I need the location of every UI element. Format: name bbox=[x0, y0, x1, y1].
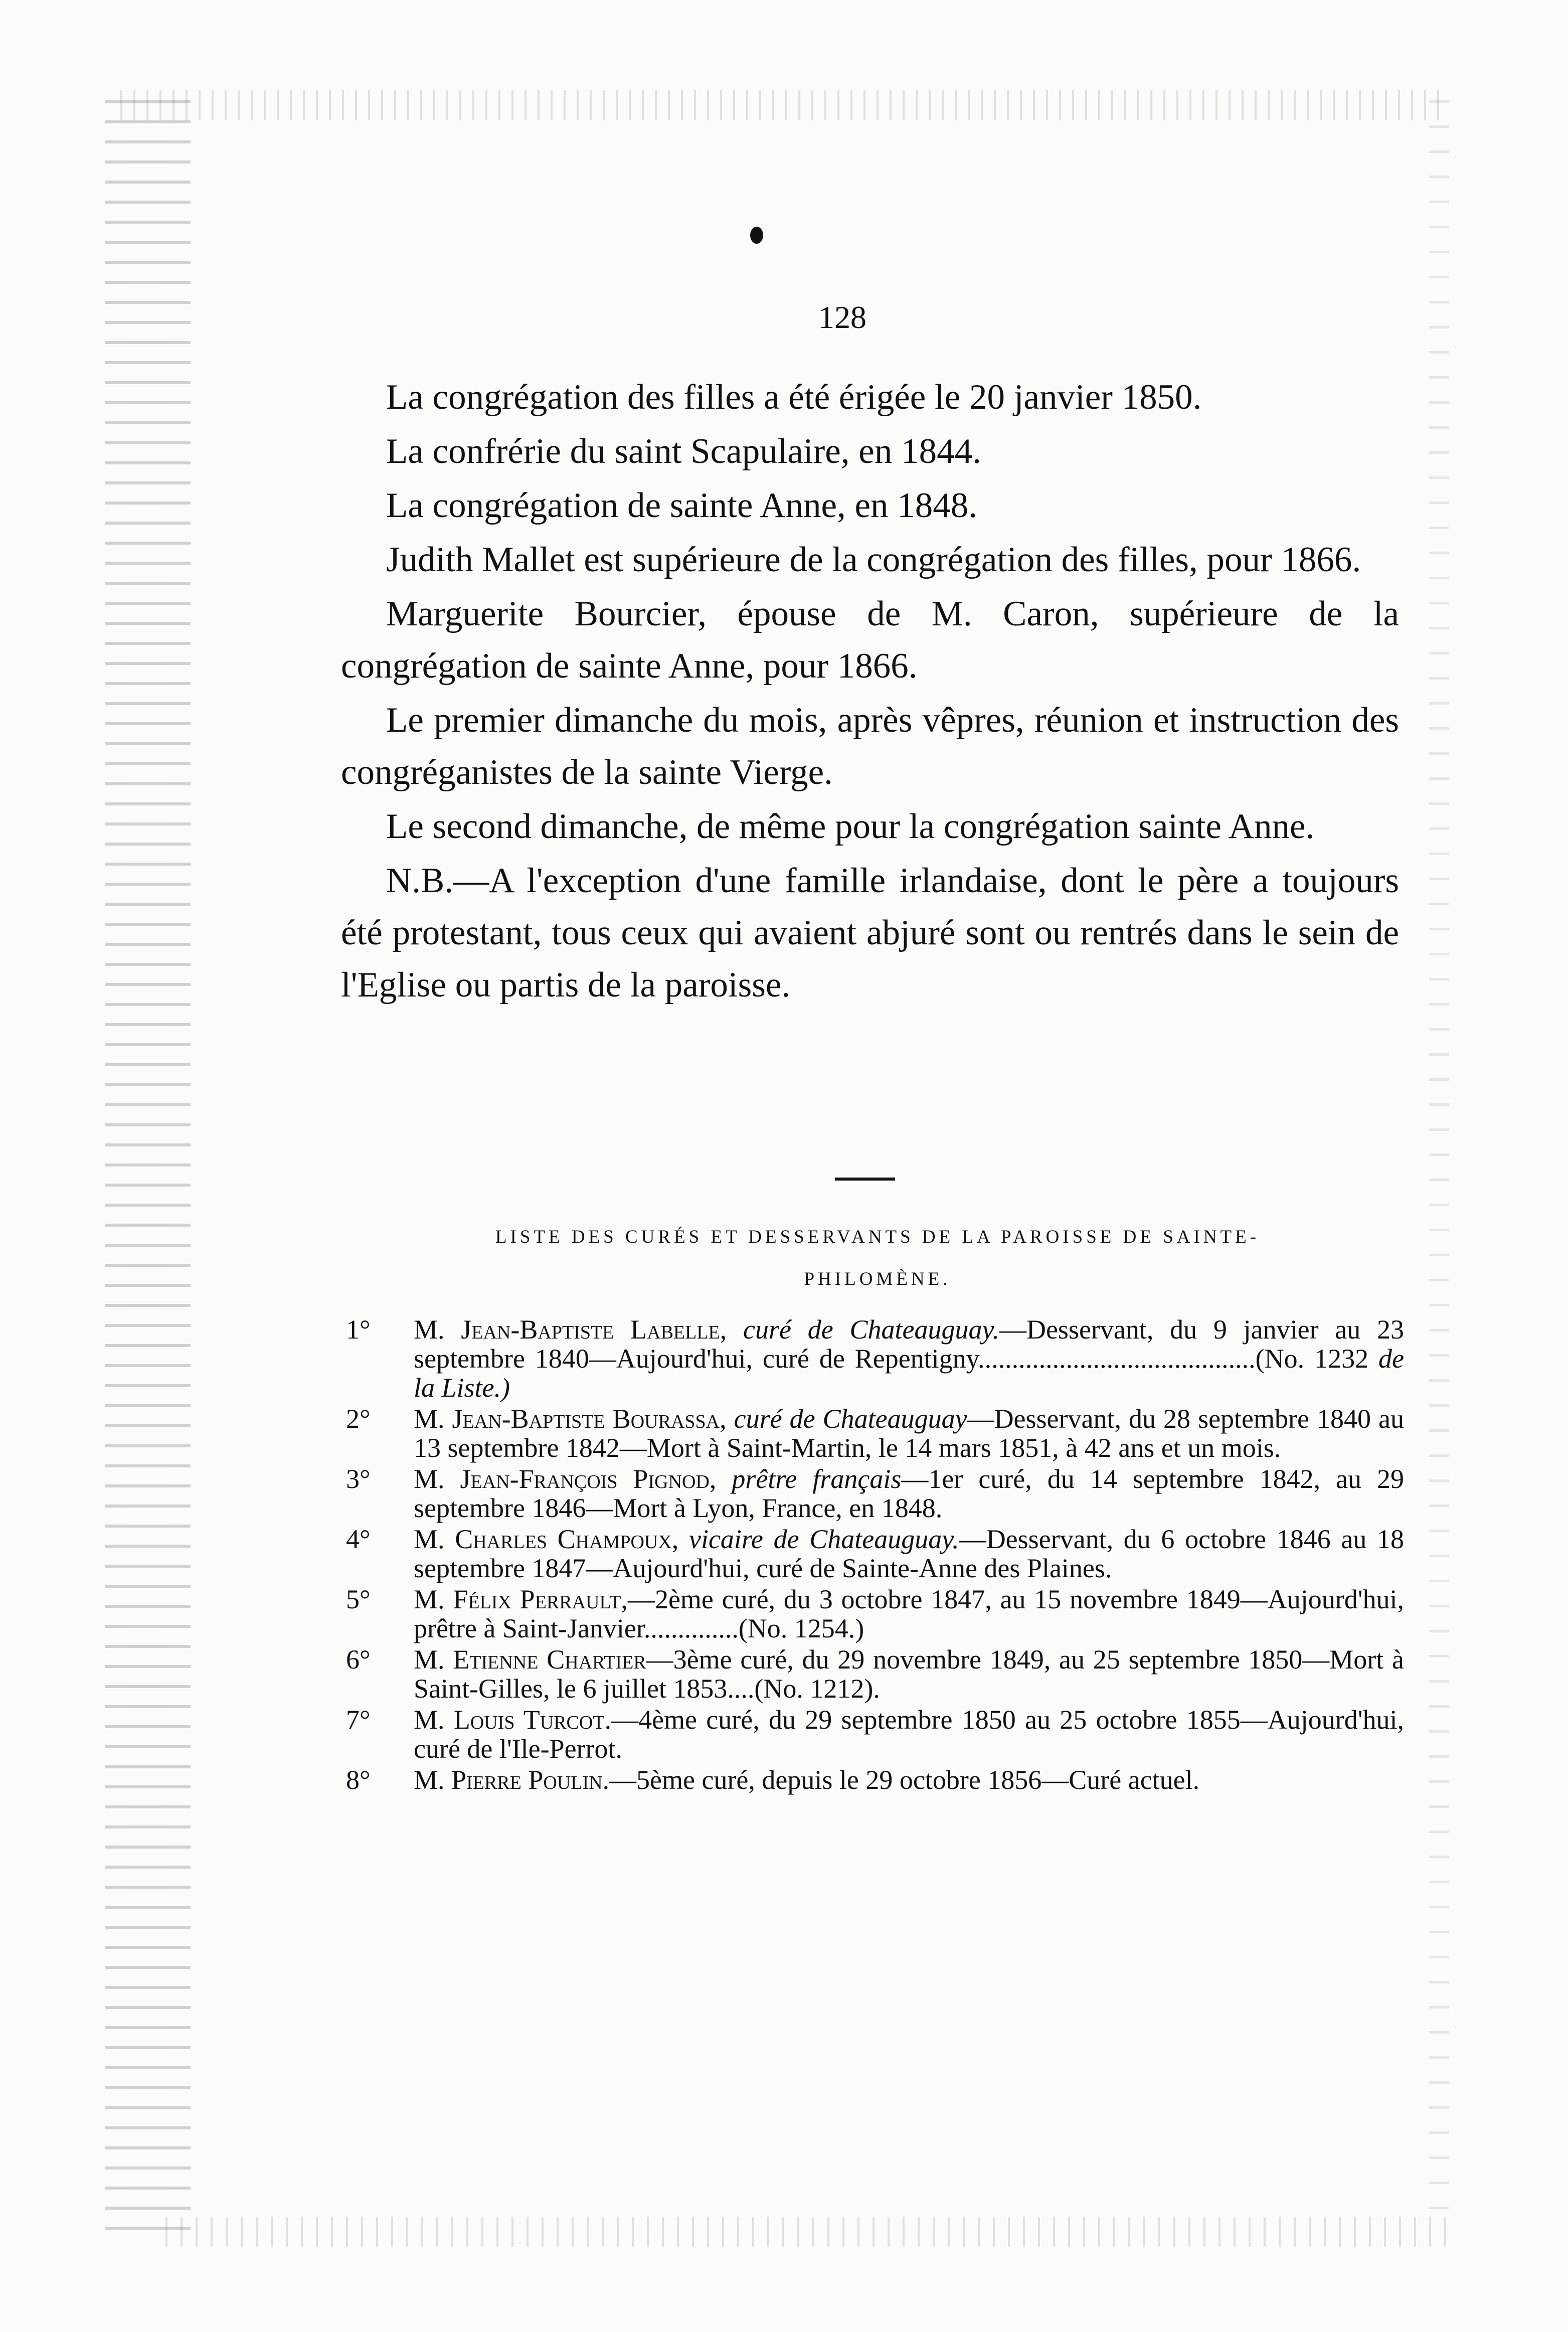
scan-edge-left bbox=[105, 100, 191, 2232]
entry-name: Félix Perrault, bbox=[453, 1584, 628, 1614]
entry-number: 1° bbox=[346, 1314, 371, 1345]
entry-text: —Desservant, du 9 janvier au 23 septembre 1840—Aujourd'hui, curé de Repentigny.........................................(No. 1232 bbox=[414, 1314, 1405, 1374]
entry-number: 8° bbox=[346, 1765, 371, 1795]
page-number: 128 bbox=[818, 299, 866, 335]
entry-text: —3ème curé, du 29 novembre 1849, au 25 septembre 1850—Mort à Saint-Gilles, le 6 juillet 1853....(No. 1212). bbox=[414, 1644, 1404, 1704]
list-heading-line: LISTE DES CURÉS ET DESSERVANTS DE LA PAROISSE DE SAINTE- bbox=[495, 1227, 1260, 1247]
entry-title: M. bbox=[414, 1765, 445, 1795]
paragraph: Judith Mallet est supérieure de la congrégation des filles, pour 1866. bbox=[386, 540, 1361, 579]
list-item bbox=[346, 1585, 1404, 1643]
entry-text: —1er curé, du 14 septembre 1842, au 29 septembre 1846—Mort à Lyon, France, en 1848. bbox=[414, 1464, 1405, 1523]
entry-number: 6° bbox=[346, 1644, 371, 1675]
entry-title: M. bbox=[414, 1524, 445, 1554]
list-item bbox=[346, 1645, 1404, 1703]
list-item bbox=[346, 1765, 1404, 1794]
entry-role: vicaire de Chateauguay. bbox=[688, 1524, 959, 1554]
entry-name: Jean-François Pignod, bbox=[460, 1464, 717, 1494]
entry-text: —Desservant, du 28 septembre 1840 au 13 septembre 1842—Mort à Saint-Martin, le 14 mars 1851, à 42 ans et un mois. bbox=[414, 1404, 1405, 1463]
list-item bbox=[346, 1464, 1404, 1523]
entry-name: Jean-Baptiste Bourassa, bbox=[452, 1404, 727, 1434]
scan-edge-right bbox=[1429, 100, 1449, 2232]
entry-text: —5ème curé, depuis le 29 octobre 1856—Curé actuel. bbox=[609, 1765, 1200, 1795]
ink-dot bbox=[750, 227, 763, 244]
entry-role: prêtre français bbox=[732, 1464, 902, 1494]
main-text bbox=[341, 371, 1399, 1013]
paragraph: N.B.—A l'exception d'une famille irlandaise, dont le père a toujours été protestant, tous ceux qui avaient abjuré sont ou rentrés dans le sein de l'Eglise ou partis de la paroisse. bbox=[341, 861, 1399, 1005]
paragraph: La congrégation des filles a été érigée le 20 janvier 1850. bbox=[386, 378, 1202, 417]
list-item bbox=[346, 1404, 1404, 1462]
paragraph: Le second dimanche, de même pour la congrégation sainte Anne. bbox=[386, 807, 1315, 846]
entry-number: 4° bbox=[346, 1524, 371, 1554]
entry-name: Pierre Poulin. bbox=[451, 1765, 610, 1795]
entry-text: —Desservant, du 6 octobre 1846 au 18 septembre 1847—Aujourd'hui, curé de Sainte-Anne des Plaines. bbox=[414, 1524, 1404, 1583]
entry-name: Charles Champoux, bbox=[455, 1524, 679, 1554]
section-divider bbox=[835, 1178, 895, 1181]
list-item bbox=[346, 1315, 1404, 1402]
entry-text: —2ème curé, du 3 octobre 1847, au 15 novembre 1849—Aujourd'hui, prêtre à Saint-Janvier..............(No. 1254.) bbox=[414, 1584, 1405, 1643]
entry-number: 2° bbox=[346, 1404, 371, 1434]
paragraph: Marguerite Bourcier, épouse de M. Caron, supérieure de la congrégation de sainte Anne, pour 1866. bbox=[341, 594, 1399, 686]
entry-name: Louis Turcot. bbox=[453, 1705, 612, 1735]
entry-title: M. bbox=[414, 1464, 445, 1494]
entry-title: M. bbox=[414, 1404, 445, 1434]
paragraph: La congrégation de sainte Anne, en 1848. bbox=[386, 486, 978, 525]
entry-title: M. bbox=[414, 1314, 445, 1345]
scan-edge-bottom bbox=[165, 2217, 1449, 2247]
paragraph: La confrérie du saint Scapulaire, en 1844. bbox=[386, 432, 981, 471]
list-item bbox=[346, 1705, 1404, 1763]
entry-ref: de la Liste.) bbox=[414, 1344, 1404, 1403]
entry-number: 7° bbox=[346, 1705, 371, 1735]
list-item bbox=[346, 1525, 1404, 1583]
list-heading-line: PHILOMÈNE. bbox=[804, 1269, 951, 1289]
entry-role: curé de Chateauguay bbox=[734, 1404, 967, 1434]
entry-name: Jean-Baptiste Labelle, bbox=[461, 1314, 727, 1345]
entry-number: 3° bbox=[346, 1464, 371, 1494]
cures-list bbox=[346, 1315, 1404, 1796]
list-heading bbox=[401, 1216, 1354, 1300]
entry-title: M. bbox=[414, 1644, 445, 1675]
paragraph: Le premier dimanche du mois, après vêpres, réunion et instruction des congréganistes de la sainte Vierge. bbox=[341, 701, 1399, 792]
entry-title: M. bbox=[414, 1705, 445, 1735]
scan-edge-top bbox=[120, 90, 1449, 120]
entry-text: —4ème curé, du 29 septembre 1850 au 25 octobre 1855—Aujourd'hui, curé de l'Ile-Perrot. bbox=[414, 1705, 1404, 1764]
entry-name: Etienne Chartier bbox=[453, 1644, 646, 1675]
entry-role: curé de Chateauguay. bbox=[743, 1314, 999, 1345]
entry-title: M. bbox=[414, 1584, 445, 1614]
entry-number: 5° bbox=[346, 1584, 371, 1614]
